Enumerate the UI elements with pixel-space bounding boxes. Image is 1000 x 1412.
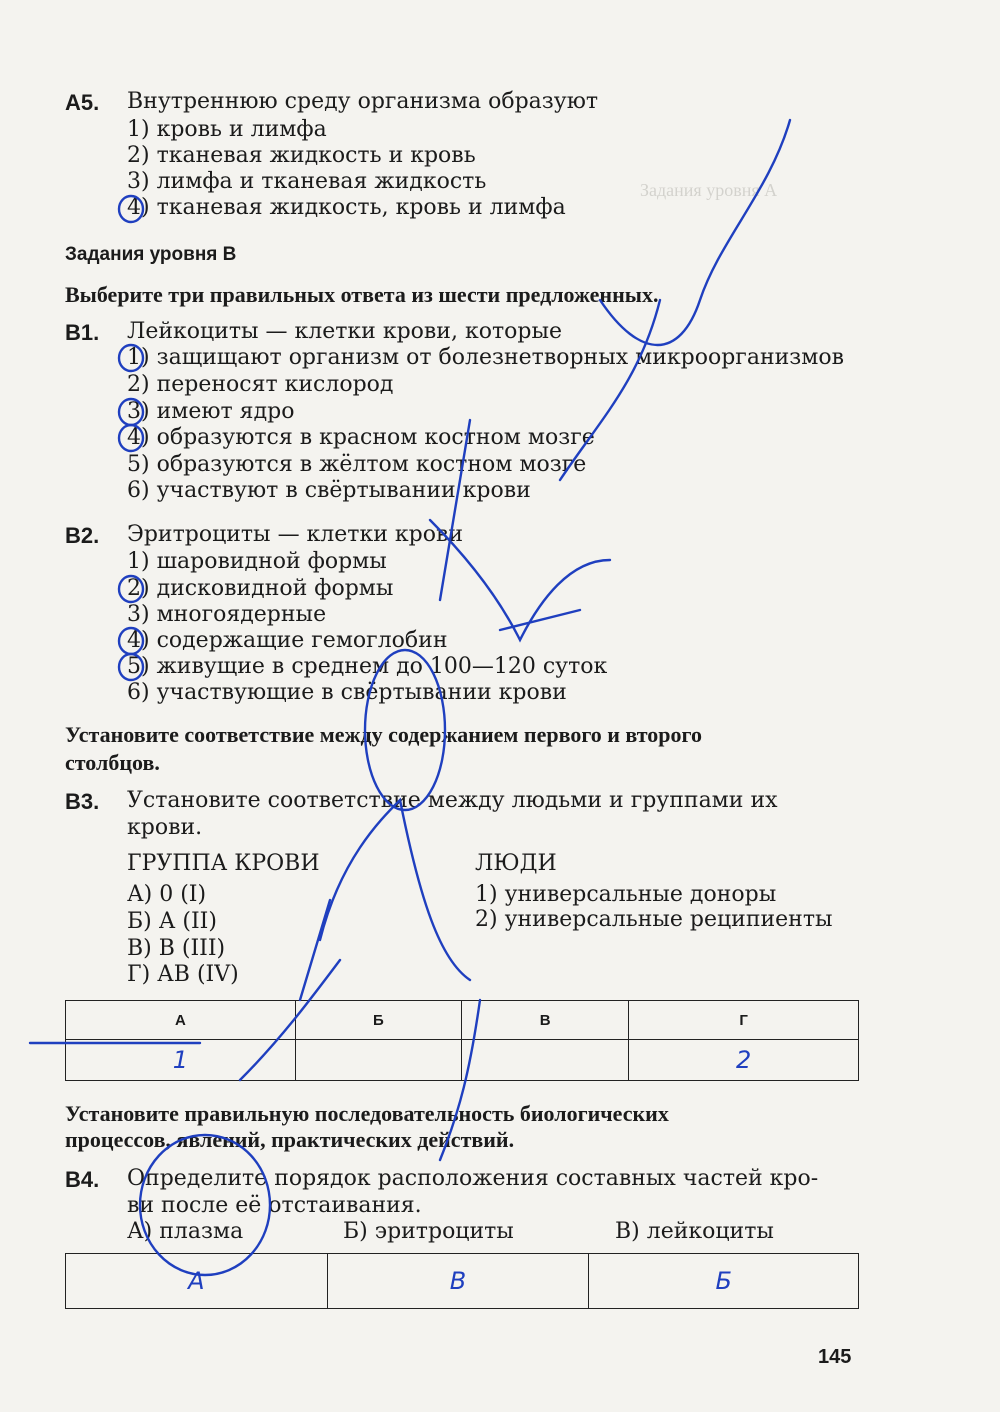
question-number-a5: А5. (65, 90, 100, 115)
b3-blood-group-d: Г) АВ (IV) (127, 962, 239, 987)
level-b-heading: Задания уровня В (65, 244, 237, 265)
question-b3-line1: Установите соответствие между людьми и группами их (127, 788, 778, 813)
a5-option-3: 3) лимфа и тканевая жидкость (127, 169, 487, 194)
b4-answer-1[interactable]: А (66, 1254, 328, 1309)
b1-option-4: 4) образуются в красном костном мозге (127, 425, 595, 450)
question-number-b3: В3. (65, 789, 100, 814)
b2-option-4: 4) содержащие гемоглобин (127, 628, 448, 653)
b3-blood-group-b: Б) А (II) (127, 909, 217, 934)
page-number: 145 (818, 1346, 852, 1368)
question-b1-text: Лейкоциты — клетки крови, которые (127, 319, 562, 344)
b4-item-c: В) лейкоциты (615, 1219, 774, 1244)
b1-option-2: 2) переносят кислород (127, 372, 394, 397)
b3-answer-c[interactable] (462, 1040, 629, 1081)
b2-option-3: 3) многоядерные (127, 602, 327, 627)
b1-option-1: 1) защищают организм от болезнетворных микроорганизмов (127, 345, 845, 370)
sequence-heading-line1: Установите правильную последовательность биологических (65, 1101, 669, 1126)
sequence-heading-line2: процессов, явлений, практических действий. (65, 1127, 515, 1152)
question-number-b4: В4. (65, 1167, 100, 1192)
b4-item-b: Б) эритроциты (343, 1219, 514, 1244)
question-a5-text: Внутреннюю среду организма образуют (127, 89, 599, 114)
b2-option-6: 6) участвующие в свёртывании крови (127, 680, 567, 705)
b2-option-2: 2) дисковидной формы (127, 576, 394, 601)
b3-people-1: 1) универсальные доноры (475, 882, 777, 907)
b3-header-a: А (66, 1001, 296, 1040)
b3-answer-d[interactable]: 2 (629, 1040, 859, 1081)
level-b-instruction: Выберите три правильных ответа из шести предложенных. (65, 282, 659, 307)
b4-item-a: А) плазма (127, 1219, 244, 1244)
b3-column2-title: ЛЮДИ (475, 851, 557, 876)
b3-answer-b[interactable] (295, 1040, 461, 1081)
question-number-b1: В1. (65, 320, 100, 345)
b3-header-b: Б (295, 1001, 461, 1040)
bleed-through-text: Задания уровня А (640, 180, 778, 200)
b1-option-6: 6) участвуют в свёртывании крови (127, 478, 531, 503)
b2-option-1: 1) шаровидной формы (127, 549, 387, 574)
b3-column1-title: ГРУППА КРОВИ (127, 851, 320, 876)
scribble-stroke-6 (320, 800, 470, 980)
b3-answer-table (65, 1000, 859, 1081)
match-heading-line2: столбцов. (65, 750, 160, 775)
question-b3-line2: крови. (127, 815, 203, 840)
scribble-stroke-1 (600, 120, 790, 345)
b2-option-5: 5) живущие в среднем до 100—120 суток (127, 654, 608, 679)
scribble-stroke-5 (500, 610, 580, 630)
b4-answer-2[interactable]: В (327, 1254, 589, 1309)
b1-option-5: 5) образуются в жёлтом костном мозге (127, 452, 587, 477)
b3-header-d: Г (629, 1001, 859, 1040)
a5-option-1: 1) кровь и лимфа (127, 117, 327, 142)
question-b2-text: Эритроциты — клетки крови (127, 522, 464, 547)
b4-answer-table (65, 1253, 859, 1309)
question-number-b2: В2. (65, 523, 100, 548)
b3-people-2: 2) универсальные реципиенты (475, 907, 833, 932)
b3-blood-group-a: А) 0 (I) (127, 882, 207, 907)
scribble-stroke-8 (300, 900, 330, 1000)
b1-option-3: 3) имеют ядро (127, 399, 295, 424)
question-b4-line1: Определите порядок расположения составных частей кро- (127, 1166, 819, 1191)
match-heading-line1: Установите соответствие между содержанием первого и второго (65, 722, 702, 747)
question-b4-line2: ви после её отстаивания. (127, 1193, 422, 1218)
b3-answer-a[interactable]: 1 (66, 1040, 296, 1081)
a5-option-2: 2) тканевая жидкость и кровь (127, 143, 476, 168)
a5-option-4: 4) тканевая жидкость, кровь и лимфа (127, 195, 566, 220)
b3-header-c: В (462, 1001, 629, 1040)
b3-blood-group-c: В) В (III) (127, 936, 226, 961)
b4-answer-3[interactable]: Б (589, 1254, 859, 1309)
